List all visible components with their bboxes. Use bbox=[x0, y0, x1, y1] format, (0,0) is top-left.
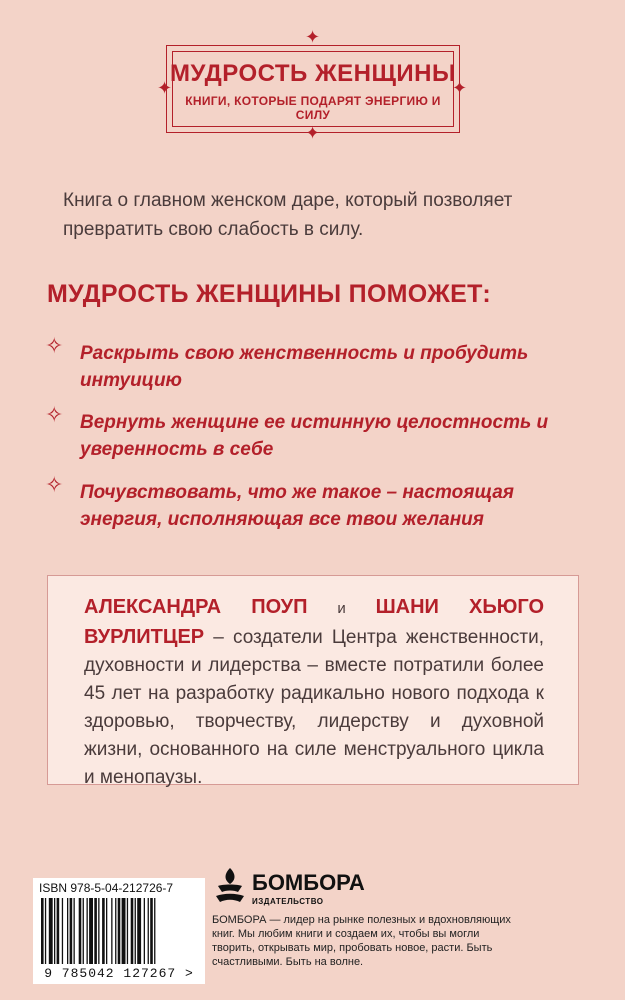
benefit-item: Раскрыть свою женственность и пробудить интуицию bbox=[80, 343, 529, 391]
star-icon: ✦ bbox=[305, 123, 321, 144]
bullet-star-icon: ✧ bbox=[45, 334, 64, 359]
barcode bbox=[33, 878, 205, 984]
helps-heading: МУДРОСТЬ ЖЕНЩИНЫ ПОМОЖЕТ: bbox=[47, 280, 491, 308]
publisher-subtitle: ИЗДАТЕЛЬСТВО bbox=[252, 897, 324, 906]
bullet-star-icon: ✧ bbox=[45, 473, 64, 498]
and-word: и bbox=[337, 600, 346, 617]
star-icon: ✦ bbox=[305, 27, 321, 48]
series-frame bbox=[166, 45, 460, 133]
series-subtitle: КНИГИ, КОТОРЫЕ ПОДАРЯТ ЭНЕРГИЮ И СИЛУ bbox=[185, 94, 441, 122]
benefit-item: Почувствовать, что же такое – настоящая энергия, исполняющая все твои желания bbox=[80, 482, 514, 530]
publisher-name: БОМБОРА bbox=[252, 870, 365, 895]
intro-text: Книга о главном женском даре, который позволяет превратить свою слабость в силу. bbox=[63, 190, 513, 240]
authors-text bbox=[84, 593, 544, 792]
author-name: ШАНИ ХЬЮГО ВУРЛИТЦЕР bbox=[84, 596, 545, 648]
bombora-logo-icon bbox=[212, 866, 248, 906]
benefit-item: Вернуть женщине ее истинную целостность и уверенность в себе bbox=[80, 412, 549, 460]
star-icon: ✦ bbox=[452, 78, 468, 99]
author-name: АЛЕКСАНДРА ПОУП bbox=[84, 596, 308, 618]
publisher-description: БОМБОРА — лидер на рынке полезных и вдохновляющих книг. Мы любим книги и создаем их, чтобы вы могли творить, открывать мир, пробовать новое, расти. Быть счастливыми. Быть на волне. bbox=[212, 914, 511, 968]
barcode-number: 9 785042 127267 > bbox=[44, 966, 194, 981]
isbn-label: ISBN 978-5-04-212726-7 bbox=[39, 881, 174, 895]
authors-description: – создатели Центра женственности, духовности и лидерства – вместе потратили более 45 лет на разработку радикально нового подхода к здоровью, творчеству, лидерству и духовной жизни, основанного на силе менструального цикла и менопаузы. bbox=[84, 627, 544, 788]
authors-box bbox=[47, 575, 579, 788]
bullet-star-icon: ✧ bbox=[45, 403, 64, 428]
barcode-bars bbox=[39, 898, 199, 966]
series-title: МУДРОСТЬ ЖЕНЩИНЫ bbox=[169, 60, 457, 87]
star-icon: ✦ bbox=[157, 78, 173, 99]
